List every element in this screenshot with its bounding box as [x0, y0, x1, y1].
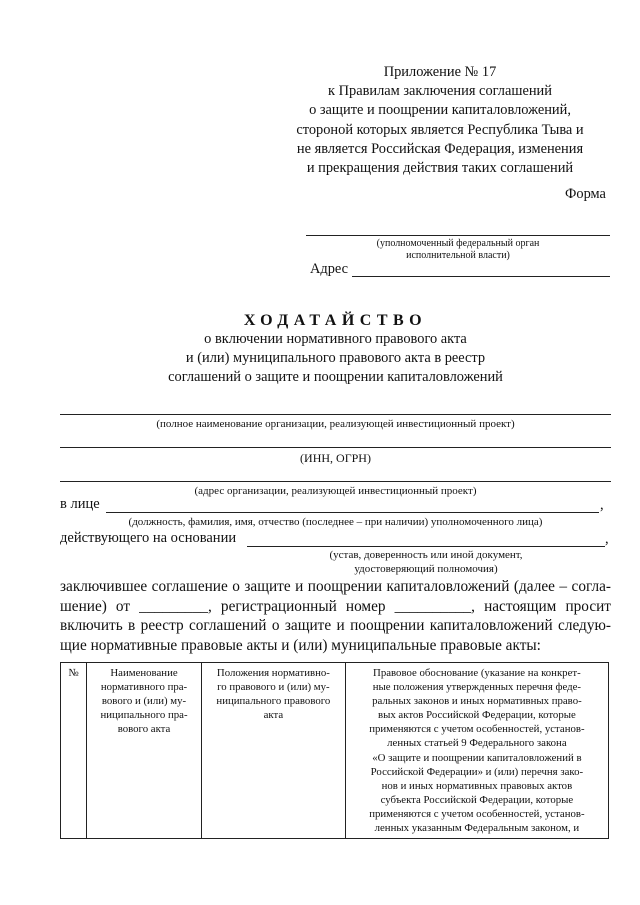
- appendix-header: [270, 63, 610, 178]
- org-address-line: [60, 481, 611, 482]
- acts-table-grid: [60, 662, 609, 839]
- in-person-label: в лице: [60, 496, 100, 512]
- appendix-line: не является Российская Федерация, изменения: [296, 140, 584, 157]
- org-address-caption: (адрес организации, реализующей инвестиционный проект): [194, 485, 477, 497]
- form-label: Форма: [565, 186, 606, 202]
- document-title: ХОДАТАЙСТВО: [243, 312, 428, 329]
- appendix-line: о защите и поощрении капиталовложений,: [309, 102, 571, 119]
- inn-caption: (ИНН, ОГРН): [300, 451, 371, 465]
- paragraph-line: включить в реестр соглашений о защите и поощрении капиталовложений следую-: [60, 617, 611, 635]
- page-cut: [60, 844, 611, 856]
- header-num: №: [61, 663, 87, 839]
- paragraph-line: шение) от _________, регистрационный номер __________, настоящим просит: [60, 597, 611, 615]
- header-act-provisions: Положения нормативно- го правового и (или) му- ниципального правового акта: [201, 663, 345, 839]
- acts-table: [60, 662, 609, 852]
- appendix-line: и прекращения действия таких соглашений: [306, 160, 574, 177]
- authority-caption: (уполномоченный федеральный орган исполнительной власти): [376, 238, 540, 261]
- address-line: [352, 276, 610, 277]
- appendix-line: Приложение № 17: [383, 64, 497, 80]
- inn-line: [60, 447, 611, 448]
- paragraph-line: щие нормативные правовые акты и (или) муниципальные правовые акты:: [60, 636, 541, 654]
- org-name-line: [60, 414, 611, 415]
- address-label: Адрес: [310, 261, 349, 277]
- in-person-comma: ,: [600, 497, 604, 513]
- basis-comma: ,: [605, 531, 609, 547]
- document-subtitle: о включении нормативного правового акта и (или) муниципального правового акта в реестр соглашений о защите и поощрении капиталовложений: [168, 331, 503, 385]
- in-person-line: [106, 512, 599, 513]
- request-paragraph: [60, 577, 611, 655]
- authority-line: [306, 235, 610, 236]
- header-act-name: Наименование нормативного пра- вового и (или) му- ниципального пра- вового акта: [87, 663, 202, 839]
- paragraph-line: заключившее соглашение о защите и поощрении капиталовложений (далее – согла-: [60, 578, 611, 595]
- appendix-line: к Правилам заключения соглашений: [328, 83, 552, 100]
- appendix-line: стороной которых является Республика Тыва и: [296, 121, 584, 138]
- header-legal-basis: Правовое обоснование (указание на конкрет- ные положения утвержденных перечня феде- ральных законов и иных нормативных право- вых актов Российской Федерации, которые применяются с учетом особенностей, установ- ленных статьей 9 Федерального закона «О защите и поощрении капиталовложений в Российской Федерации» и (или) перечня зако- нов и иных нормативных правовых актов субъекта Российской Федерации, которые применяются с учетом особенностей, установ- ленных указанным Федеральным законом, и: [345, 663, 608, 839]
- in-person-caption: (должность, фамилия, имя, отчество (последнее – при наличии) уполномоченного лица): [128, 516, 543, 528]
- table-header-row: [61, 663, 609, 839]
- basis-line: [247, 546, 605, 547]
- basis-caption: (устав, доверенность или иной документ, удостоверяющий полномочия): [329, 549, 523, 575]
- basis-label: действующего на основании: [60, 530, 237, 546]
- org-name-caption: (полное наименование организации, реализующей инвестиционный проект): [156, 418, 515, 430]
